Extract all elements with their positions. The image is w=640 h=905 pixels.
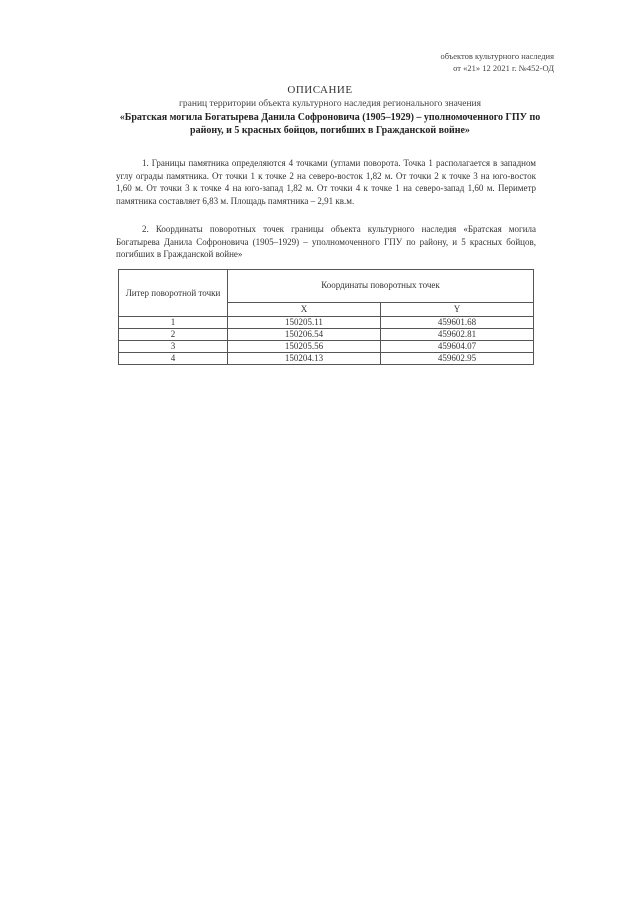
table-row <box>119 329 534 341</box>
paragraph-coordinates: 2. Координаты поворотных точек границы объекта культурного наследия «Братская могила Богатырева Данила Софроновича (1905–1929) – уполномоченного ГПУ по району, и 5 красных бойцов, погибших в Гражданской войне» <box>116 224 536 259</box>
cell-x: 150204.13 <box>228 353 381 365</box>
cell-point: 1 <box>119 317 228 329</box>
cell-x: 150206.54 <box>228 329 381 341</box>
coordinates-table <box>118 269 534 365</box>
cell-y: 459602.95 <box>380 353 533 365</box>
paragraph-boundaries: 1. Границы памятника определяются 4 точками (углами поворота. Точка 1 располагается в западном углу ограды памятника. От точки 1 к точке 2 на северо-восток 1,82 м. От точки 2 к точке 3 на юго-восток 1,60 м. От точки 3 к точке 4 на юго-запад 1,82 м. От точки 4 к точке 1 на северо-запад 1,60 м. Периметр памятника составляет 6,83 м. Площадь памятника – 2,91 кв.м. <box>116 158 536 206</box>
col-header-point: Литер поворотной точки <box>119 270 228 317</box>
cell-y: 459604.07 <box>380 341 533 353</box>
col-header-x: X <box>228 302 381 316</box>
cell-point: 3 <box>119 341 228 353</box>
document-subtitle: границ территории объекта культурного наследия регионального значения <box>179 99 481 109</box>
cell-x: 150205.56 <box>228 341 381 353</box>
cell-x: 150205.11 <box>228 317 381 329</box>
cell-point: 2 <box>119 329 228 341</box>
cell-y: 459601.68 <box>380 317 533 329</box>
table-row <box>119 353 534 365</box>
object-name: «Братская могила Богатырева Данила Софроновича (1905–1929) – уполномоченного ГПУ по району, и 5 красных бойцов, погибших в Гражданской войне» <box>119 112 541 136</box>
header-note-line2: от «21» 12 2021 г. №452-ОД <box>453 63 554 73</box>
document-title: ОПИСАНИЕ <box>287 84 353 96</box>
cell-point: 4 <box>119 353 228 365</box>
header-note <box>440 50 554 74</box>
table-row <box>119 317 534 329</box>
table-row <box>119 341 534 353</box>
header-note-line1: объектов культурного наследия <box>440 51 554 61</box>
cell-y: 459602.81 <box>380 329 533 341</box>
col-header-coordinates: Координаты поворотных точек <box>228 270 534 303</box>
col-header-y: Y <box>380 302 533 316</box>
